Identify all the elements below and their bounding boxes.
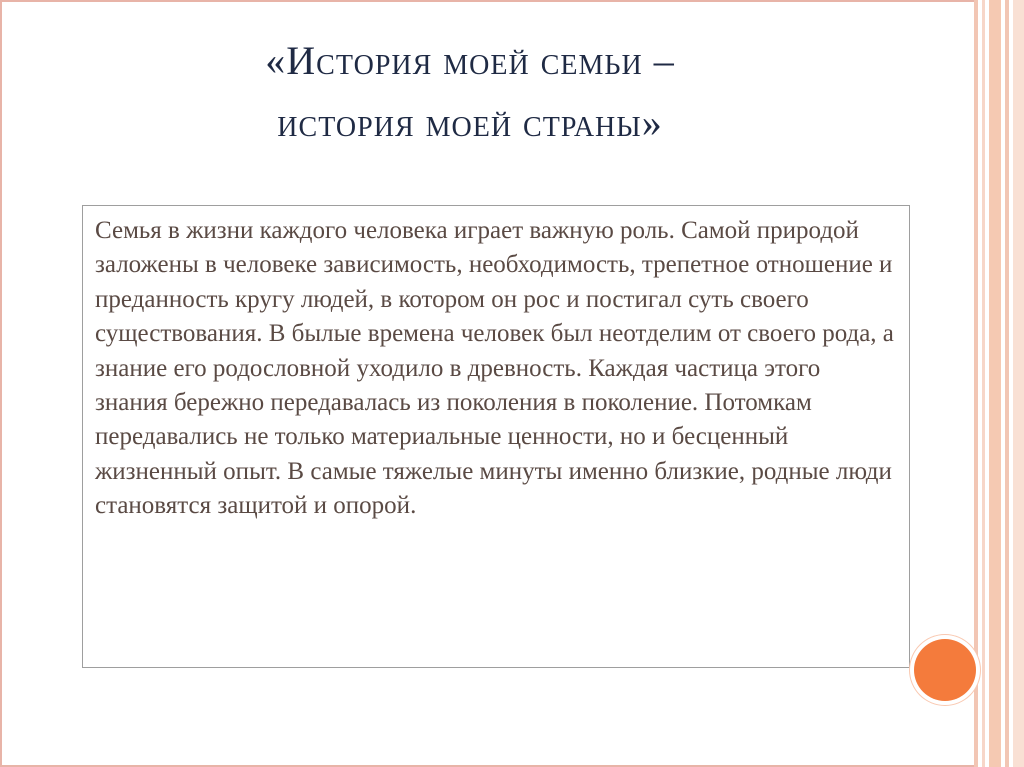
stripe (989, 0, 1001, 767)
stripe (974, 0, 978, 767)
title-line-1: «История моей семьи – (265, 38, 675, 83)
slide-title (100, 30, 840, 154)
body-text: Семья в жизни каждого человека играет важную роль. Самой природой заложены в человеке зависимость, необходимость, трепетное отношение и преданность кругу людей, в котором он рос и постигал суть своего существования. В былые времена человек был неотделим от своего рода, а знание его родословной уходило в древность. Каждая частица этого знания бережно передавалась из поколения в поколение. Потомкам передавались не только материальные ценности, но и бесценный жизненный опыт. В самые тяжелые минуты именно близкие, родные люди становятся защитой и опорой. (95, 217, 894, 520)
stripe (1005, 0, 1009, 767)
stripe (982, 0, 985, 767)
title-line-2: история моей страны» (277, 100, 663, 145)
decorative-stripes (974, 0, 1024, 767)
accent-circle-icon (914, 639, 976, 701)
body-text-box[interactable] (82, 205, 910, 668)
stripe (1013, 0, 1024, 767)
